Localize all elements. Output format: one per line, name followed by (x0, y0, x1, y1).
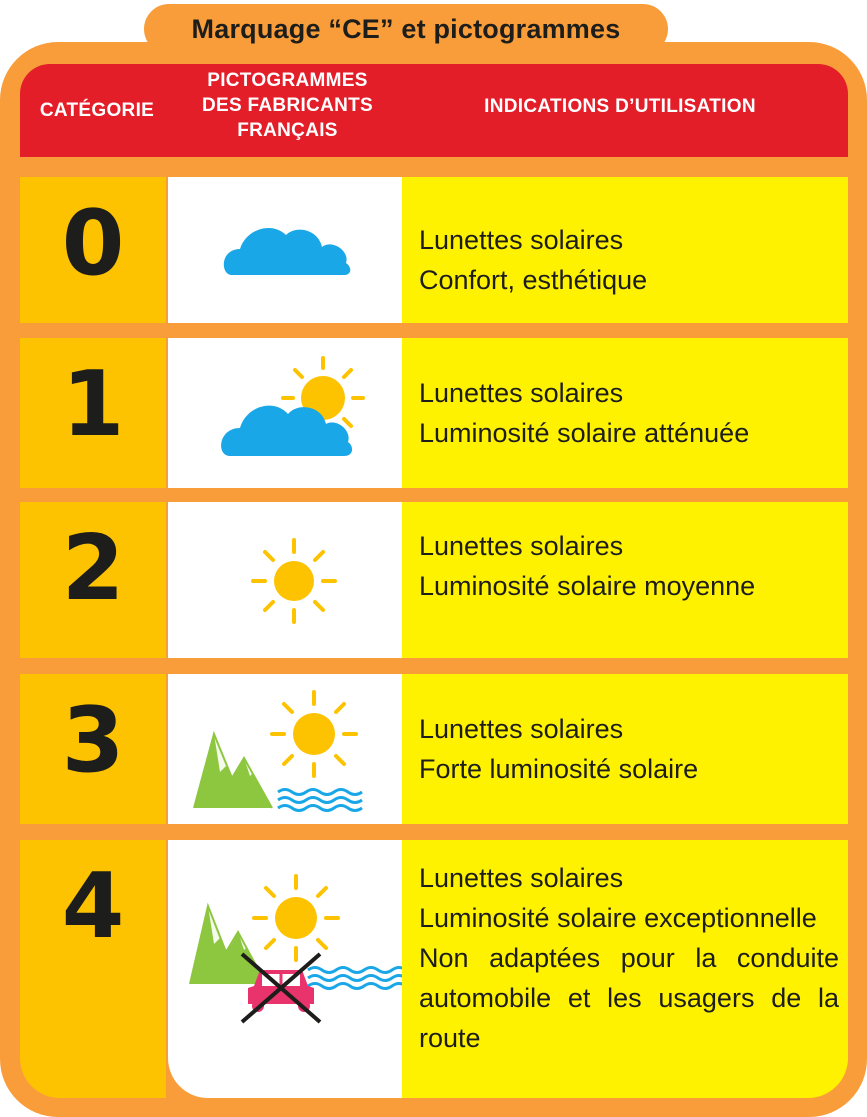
waves-icon (278, 790, 362, 811)
indication-line: Non adaptées pour la conduite (419, 943, 839, 973)
indication-cell (402, 840, 848, 1098)
category-cell (20, 674, 166, 824)
category-cell (20, 338, 166, 488)
category-cell (20, 177, 166, 323)
indication-line: Lunettes solaires (419, 378, 624, 408)
sun-icon (168, 502, 402, 658)
category-number: 1 (61, 352, 125, 457)
indication-line: Lunettes solaires (419, 714, 624, 744)
mountain-icon (194, 734, 272, 808)
pictogram-cell (168, 338, 402, 488)
indication-line: Lunettes solaires (419, 225, 624, 255)
indication-cell (402, 674, 848, 824)
indication-cell (402, 177, 848, 323)
category-cell (20, 840, 166, 1098)
crossed-car-icon (242, 954, 320, 1022)
indication-line: route (419, 1023, 481, 1053)
header-category: CATÉGORIE (39, 100, 155, 121)
page-title: Marquage “CE” et pictogrammes (191, 13, 621, 44)
pictogram (168, 674, 402, 824)
sun-icon (272, 692, 356, 776)
indication-line: Luminosité solaire exceptionnelle (419, 903, 817, 933)
indication-cell (402, 338, 848, 488)
header-pictograms: PICTOGRAMMES DES FABRICANTS FRANÇAIS (202, 70, 373, 141)
pictogram-cell (168, 502, 402, 658)
pictogram-cell (168, 177, 402, 323)
indication-cell (402, 502, 848, 658)
sun-icon (254, 876, 338, 960)
waves-icon (308, 968, 402, 989)
table-row (20, 177, 848, 323)
table-row (20, 674, 848, 824)
indication-line: Luminosité solaire moyenne (419, 571, 756, 601)
header-indications: INDICATIONS D’UTILISATION (484, 96, 756, 117)
table-row (20, 840, 848, 1098)
pictogram (168, 338, 402, 488)
cloud-icon (168, 177, 402, 323)
table-row (20, 502, 848, 658)
indication-line: Lunettes solaires (419, 531, 624, 561)
category-number: 0 (61, 191, 125, 296)
indication-line: Lunettes solaires (419, 863, 624, 893)
category-number: 4 (61, 854, 125, 959)
pictogram-cell (168, 840, 402, 1098)
indication-line: Forte luminosité solaire (419, 754, 699, 784)
table-row (20, 338, 848, 488)
pictogram (168, 840, 402, 1098)
indication-line: Confort, esthétique (419, 265, 648, 295)
category-number: 2 (61, 516, 125, 621)
indication-line: automobile et les usagers de la (419, 983, 839, 1013)
pictogram-cell (168, 674, 402, 824)
title-tab (144, 4, 668, 54)
category-cell (20, 502, 166, 658)
category-number: 3 (61, 688, 125, 793)
indication-line: Luminosité solaire atténuée (419, 418, 750, 448)
table-header (20, 64, 848, 157)
